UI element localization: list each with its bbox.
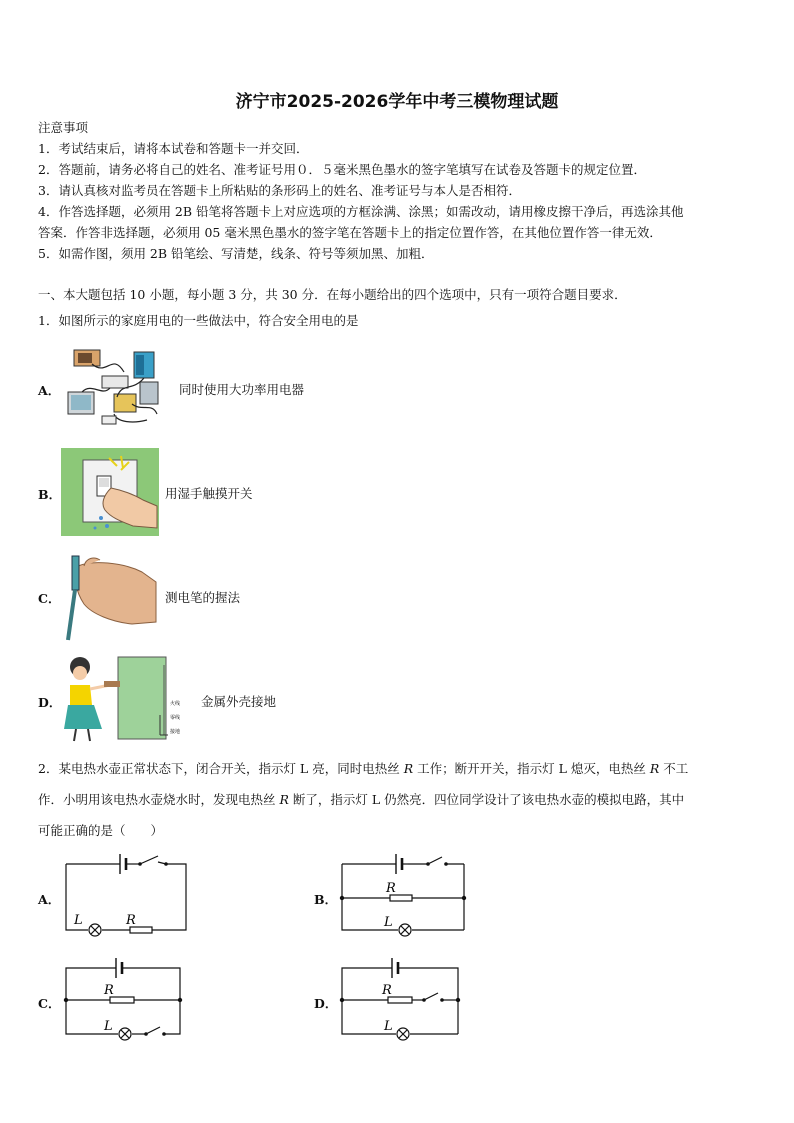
q1-option-d-letter: D．	[38, 695, 62, 710]
q2-option-c-letter: C．	[38, 996, 61, 1011]
wire-label-live: 火线	[170, 701, 181, 707]
circuit-b-label-r: R	[386, 881, 396, 896]
circuit-a-diagram	[60, 848, 194, 940]
q1-option-a-letter: A．	[38, 383, 61, 398]
circuit-b-diagram	[336, 848, 472, 940]
notice-item-4-cont: 答案．作答非选择题，必须用 05 毫米黑色墨水的签字笔在答题卡上的指定位置作答，在其他位置作答一律无效．	[38, 225, 662, 240]
question-2-line-3: 可能正确的是（ ）	[38, 823, 164, 838]
notice-item-3: 3．请认真核对监考员在答题卡上所粘贴的条形码上的姓名、准考证号与本人是否相符．	[38, 183, 521, 198]
question-2-line-2: 作．小明用该电热水壶烧水时，发现电热丝 R 断了，指示灯 L 仍然亮．四位同学设计了该电热水壶的模拟电路，其中	[38, 792, 685, 807]
circuit-d-label-l: L	[384, 1019, 393, 1034]
notice-item-2: 2．答题前，请务必将自己的姓名、准考证号用０．５毫米黑色墨水的签字笔填写在试卷及答题卡的规定位置．	[38, 162, 646, 177]
notice-item-1: 1．考试结束后，请将本试卷和答题卡一并交回．	[38, 141, 309, 156]
circuit-a-label-r: R	[126, 913, 136, 928]
wet-hand-switch-illustration	[61, 448, 159, 536]
circuit-d-label-r: R	[382, 983, 392, 998]
notice-item-4: 4．作答选择题，必须用 2B 铅笔将答题卡上对应选项的方框涂满、涂黑；如需改动，请用橡皮擦干净后，再选涂其他	[38, 204, 684, 219]
question-1-stem: 1．如图所示的家庭用电的一些做法中，符合安全用电的是	[38, 313, 359, 328]
q1-option-c-caption: 测电笔的握法	[165, 590, 241, 605]
circuit-d-diagram	[336, 954, 466, 1046]
q1-option-c-letter: C．	[38, 591, 61, 606]
q1-option-b-caption: 用湿手触摸开关	[165, 486, 253, 501]
circuit-c-label-r: R	[104, 983, 114, 998]
circuit-b-label-l: L	[384, 915, 393, 930]
wire-label-neutral: 零线	[170, 715, 181, 721]
q1-option-b-letter: B．	[38, 487, 62, 502]
grounded-appliance-illustration	[64, 655, 194, 743]
q2-option-d-letter: D．	[314, 996, 338, 1011]
wire-label-ground: 接地	[170, 729, 181, 735]
q1-option-d-caption: 金属外壳接地	[201, 694, 277, 709]
circuit-c-label-l: L	[104, 1019, 113, 1034]
q2-option-b-letter: B．	[314, 892, 338, 907]
appliances-illustration	[62, 342, 167, 430]
q2-option-a-letter: A．	[38, 892, 61, 907]
page-title: 济宁市2025-2026学年中考三模物理试题	[235, 92, 559, 112]
notice-item-5: 5．如需作图，须用 2B 铅笔绘、写清楚，线条、符号等须加黑、加粗．	[38, 246, 434, 261]
circuit-a-label-l: L	[74, 913, 83, 928]
notice-heading: 注意事项	[38, 120, 89, 135]
test-pen-grip-illustration	[62, 552, 158, 642]
q1-option-a-caption: 同时使用大功率用电器	[179, 382, 305, 397]
question-2-line-1: 2．某电热水壶正常状态下，闭合开关，指示灯 L 亮，同时电热丝 R 工作；断开开关，指示灯 L 熄灭，电热丝 R 不工	[38, 761, 689, 776]
section-heading: 一、本大题包括 10 小题，每小题 3 分，共 30 分．在每小题给出的四个选项中，只有一项符合题目要求．	[38, 287, 627, 302]
circuit-c-diagram	[60, 954, 190, 1046]
